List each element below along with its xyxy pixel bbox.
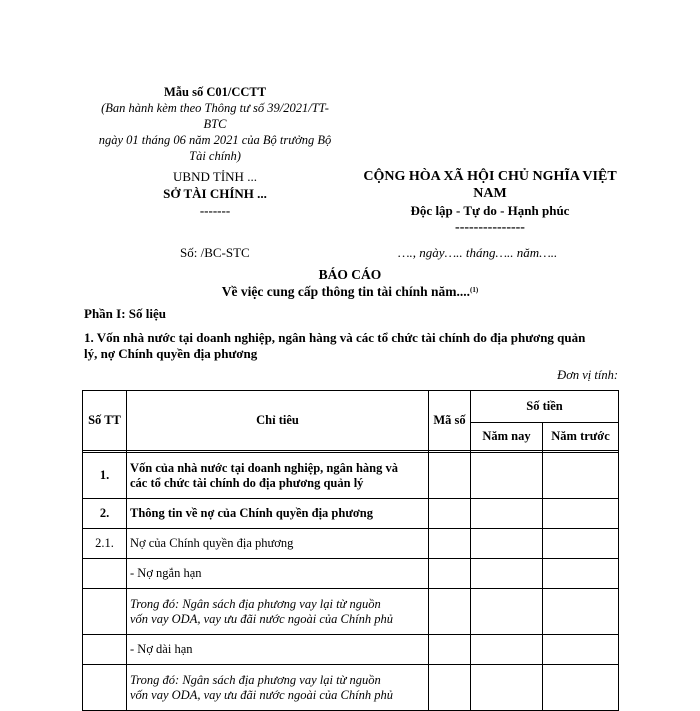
- indicator-line-1: Trong đó: Ngân sách địa phương vay lại từ nguồn: [130, 672, 381, 687]
- indicator-line-1: - Nợ dài hạn: [130, 642, 193, 656]
- row-indicator: [127, 589, 429, 635]
- row-indicator: [127, 665, 429, 711]
- indicator-line-2: vốn vay ODA, vay ưu đãi nước ngoài của Chính phủ: [130, 611, 393, 626]
- department-name: SỞ TÀI CHÍNH ...: [163, 186, 267, 201]
- indicator-line-1: Nợ của Chính quyền địa phương: [130, 536, 294, 550]
- national-header: [352, 168, 628, 236]
- form-info: [84, 84, 346, 164]
- row-code: [429, 453, 471, 499]
- indicator-line-1: Vốn của nhà nước tại doanh nghiệp, ngân hàng và: [130, 460, 398, 475]
- row-this-year: [471, 559, 543, 589]
- table-row: [83, 665, 619, 711]
- header-last-year: Năm trước: [543, 423, 619, 451]
- form-issued-line-3: ngày 01 tháng 06 năm 2021 của Bộ trưởng Bộ: [98, 133, 332, 147]
- row-indicator: [127, 499, 429, 529]
- header-this-year: Năm nay: [471, 423, 543, 451]
- section-heading-line-2: lý, nợ Chính quyền địa phương: [84, 346, 258, 361]
- report-subtitle: Về việc cung cấp thông tin tài chính năm....: [221, 284, 471, 299]
- form-issued-line-2: BTC: [203, 117, 227, 131]
- footnote-marker: (1): [470, 286, 479, 294]
- row-stt: [83, 559, 127, 589]
- national-motto: Độc lập - Tự do - Hạnh phúc: [410, 203, 570, 218]
- indicator-line-1: Thông tin về nợ của Chính quyền địa phương: [130, 506, 373, 520]
- row-indicator: [127, 635, 429, 665]
- row-indicator: [127, 453, 429, 499]
- indicator-line-1: - Nợ ngắn hạn: [130, 566, 202, 580]
- row-code: [429, 499, 471, 529]
- province-name: UBND TỈNH ...: [173, 169, 257, 184]
- row-this-year: [471, 499, 543, 529]
- row-indicator: [127, 559, 429, 589]
- row-stt: 2.1.: [83, 529, 127, 559]
- table-row: [83, 499, 619, 529]
- financial-table: [82, 390, 619, 711]
- part-heading: Phần I: Số liệu: [84, 306, 166, 321]
- section-heading: [84, 330, 619, 362]
- report-title-block: [80, 266, 620, 300]
- table-row: [83, 559, 619, 589]
- row-code: [429, 665, 471, 711]
- row-this-year: [471, 665, 543, 711]
- report-subtitle-line: [80, 283, 620, 300]
- row-this-year: [471, 635, 543, 665]
- table-body: [83, 453, 619, 711]
- row-stt: 2.: [83, 499, 127, 529]
- row-this-year: [471, 453, 543, 499]
- authority-divider: -------: [199, 203, 231, 218]
- indicator-line-2: vốn vay ODA, vay ưu đãi nước ngoài của Chính phủ: [130, 687, 393, 702]
- document-date: …., ngày….. tháng….. năm…..: [398, 245, 558, 260]
- form-issued-line-1: (Ban hành kèm theo Thông tư số 39/2021/TT-: [101, 101, 329, 115]
- row-stt: [83, 589, 127, 635]
- header-indicator: Chỉ tiêu: [127, 391, 429, 451]
- table-row: [83, 589, 619, 635]
- row-last-year: [543, 529, 619, 559]
- table-row: [83, 635, 619, 665]
- row-this-year: [471, 589, 543, 635]
- country-name-line-1: CỘNG HÒA XÃ HỘI CHỦ NGHĨA VIỆT: [363, 169, 617, 184]
- row-this-year: [471, 529, 543, 559]
- row-code: [429, 635, 471, 665]
- row-stt: [83, 635, 127, 665]
- row-last-year: [543, 499, 619, 529]
- row-stt: 1.: [83, 453, 127, 499]
- form-issued-line-4: Tài chính): [189, 149, 241, 163]
- table-row: [83, 529, 619, 559]
- document-number: Số: /BC-STC: [180, 245, 250, 260]
- row-last-year: [543, 453, 619, 499]
- row-last-year: [543, 559, 619, 589]
- table-row: [83, 453, 619, 499]
- issuing-authority: [150, 168, 280, 219]
- unit-label: Đơn vị tính:: [557, 368, 618, 382]
- indicator-line-2: các tổ chức tài chính do địa phương quản lý: [130, 475, 364, 490]
- row-code: [429, 529, 471, 559]
- indicator-line-1: Trong đó: Ngân sách địa phương vay lại từ nguồn: [130, 596, 381, 611]
- report-title: BÁO CÁO: [318, 267, 382, 282]
- header-stt: Số TT: [83, 391, 127, 451]
- table-header-row: [83, 391, 619, 423]
- row-last-year: [543, 589, 619, 635]
- section-heading-line-1: 1. Vốn nhà nước tại doanh nghiệp, ngân hàng và các tổ chức tài chính do địa phương quản: [84, 330, 586, 345]
- row-last-year: [543, 665, 619, 711]
- row-code: [429, 559, 471, 589]
- row-indicator: [127, 529, 429, 559]
- row-last-year: [543, 635, 619, 665]
- form-code: Mẫu số C01/CCTT: [163, 85, 267, 99]
- country-name-line-2: NAM: [473, 186, 507, 201]
- row-code: [429, 589, 471, 635]
- row-stt: [83, 665, 127, 711]
- motto-divider: ---------------: [455, 220, 525, 235]
- header-amount: Số tiền: [471, 391, 619, 423]
- header-code: Mã số: [429, 391, 471, 451]
